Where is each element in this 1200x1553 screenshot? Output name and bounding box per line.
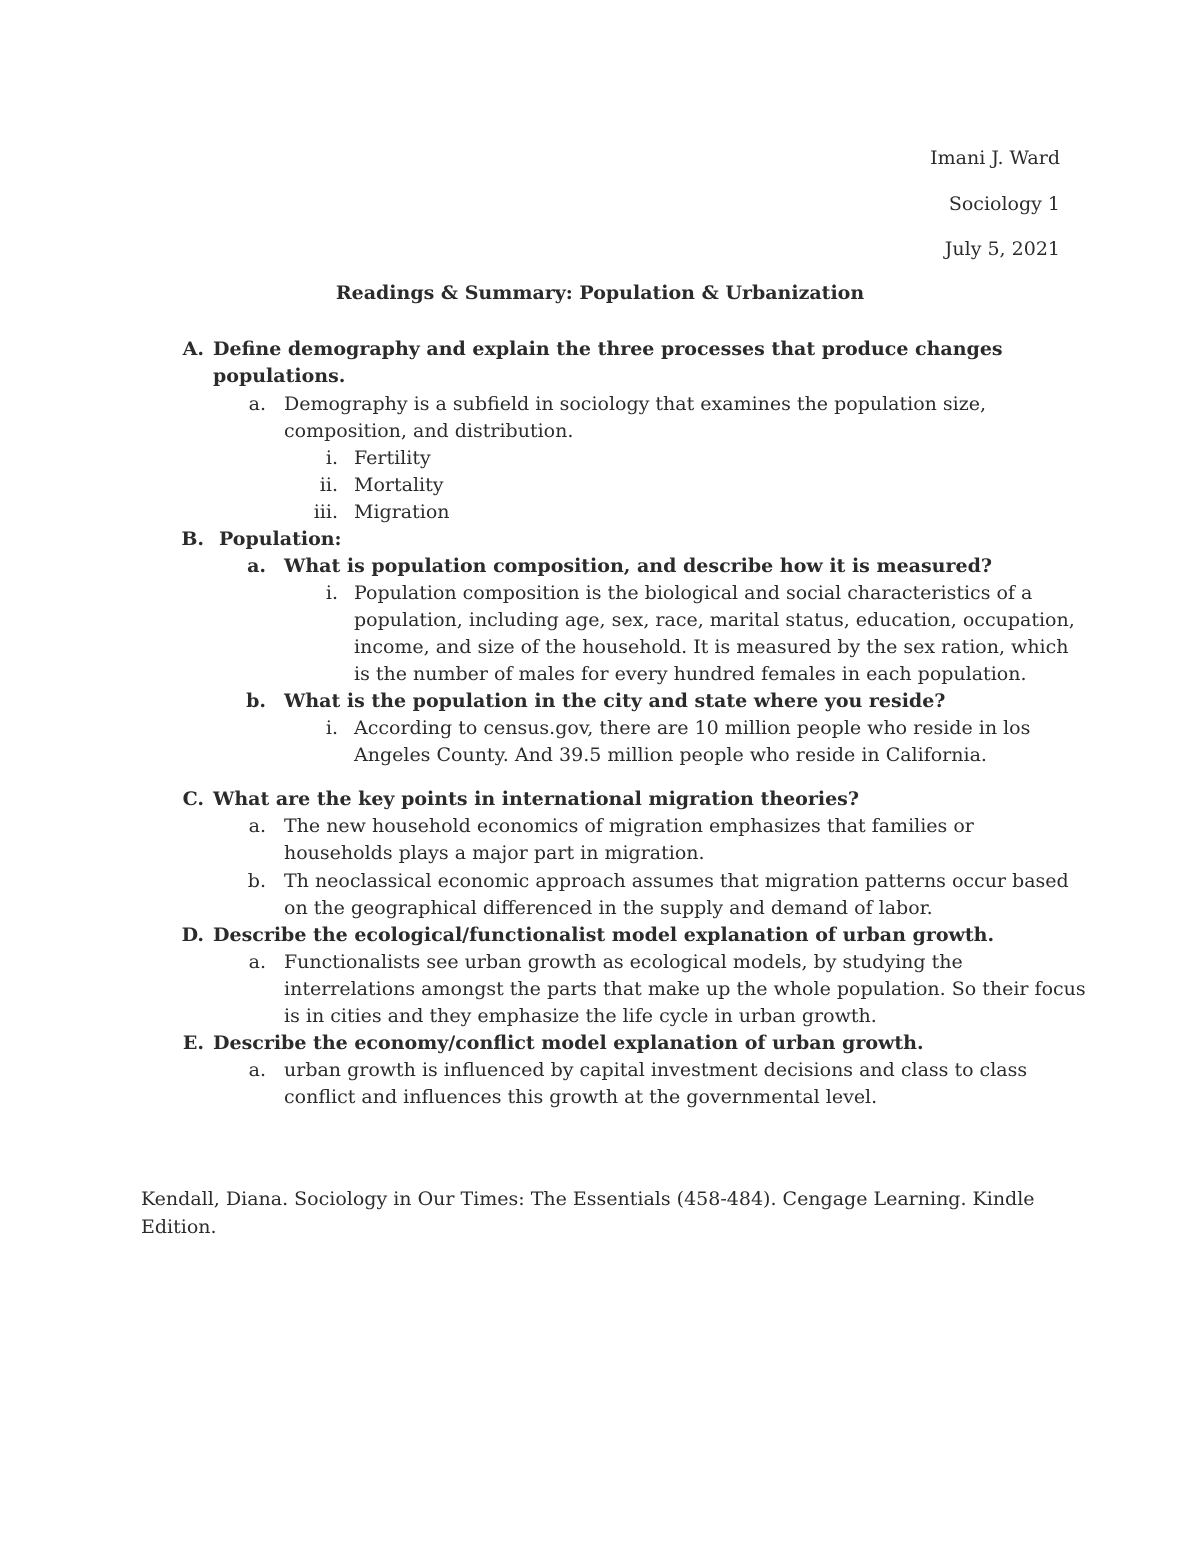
list-marker: a. (248, 815, 266, 837)
list-marker: i. (325, 582, 338, 604)
list-marker: i. (325, 447, 338, 469)
list-marker: a. (248, 1059, 266, 1081)
section-d-item-a-cont: is in cities and they emphasize the life cycle in urban growth. (284, 1005, 877, 1027)
process-label: Mortality (354, 474, 444, 496)
section-d-item-a-cont: interrelations amongst the parts that make up the whole population. So their focus (284, 978, 1086, 1000)
section-c-item-a-cont: households plays a major part in migration. (284, 842, 705, 864)
citation: Kendall, Diana. Sociology in Our Times: The Essentials (458-484). Cengage Learning. Kindle Edition. (141, 1188, 1035, 1238)
author-name: Imani J. Ward (930, 147, 1060, 169)
list-marker: D. (181, 924, 204, 946)
item-text: Th neoclassical economic approach assumes that migration patterns occur based (284, 870, 1069, 892)
list-marker: b. (246, 690, 266, 712)
answer-text: According to census.gov, there are 10 million people who reside in los (354, 717, 1031, 739)
list-marker: A. (182, 338, 204, 360)
answer-text: Population composition is the biological and social characteristics of a (354, 582, 1033, 604)
list-marker: C. (182, 788, 204, 810)
list-marker: i. (325, 717, 338, 739)
list-marker: E. (182, 1032, 204, 1054)
question-text: What is the population in the city and state where you reside? (284, 690, 946, 712)
list-marker: a. (248, 951, 266, 973)
list-marker: B. (181, 528, 204, 550)
heading-text: Describe the ecological/functionalist model explanation of urban growth. (213, 924, 995, 946)
list-marker: a. (248, 393, 266, 415)
list-marker: b. (247, 870, 266, 892)
section-e-item-a-cont: conflict and influences this growth at the governmental level. (284, 1086, 878, 1108)
process-label: Migration (354, 501, 450, 523)
heading-text: Describe the economy/conflict model explanation of urban growth. (213, 1032, 924, 1054)
process-label: Fertility (354, 447, 431, 469)
heading-text: Define demography and explain the three processes that produce changes (213, 338, 1003, 360)
section-b-answer-a-cont: income, and size of the household. It is measured by the sex ration, which (354, 636, 1069, 658)
course-name: Sociology 1 (948, 193, 1060, 215)
item-text: urban growth is influenced by capital investment decisions and class to class (284, 1059, 1028, 1081)
item-text: The new household economics of migration emphasizes that families or (284, 815, 974, 837)
section-a-heading-cont: populations. (213, 365, 346, 387)
item-text: Functionalists see urban growth as ecological models, by studying the (284, 951, 963, 973)
heading-text: What are the key points in international migration theories? (213, 788, 859, 810)
item-text: Demography is a subfield in sociology that examines the population size, (284, 393, 987, 415)
document-title: Readings & Summary: Population & Urbanization (335, 282, 865, 304)
heading-text: Population: (219, 528, 342, 550)
section-b-answer-b-cont: Angeles County. And 39.5 million people who reside in California. (354, 744, 987, 766)
question-text: What is population composition, and describe how it is measured? (284, 555, 993, 577)
list-marker: a. (247, 555, 266, 577)
list-marker: iii. (313, 501, 338, 523)
section-a-item-a-cont: composition, and distribution. (284, 420, 574, 442)
section-b-answer-a-cont: is the number of males for every hundred females in each population. (354, 663, 1027, 685)
list-marker: ii. (319, 474, 338, 496)
document-date: July 5, 2021 (944, 238, 1060, 260)
section-b-answer-a-cont: population, including age, sex, race, marital status, education, occupation, (354, 609, 1075, 631)
section-c-item-b-cont: on the geographical differenced in the supply and demand of labor. (284, 897, 933, 919)
